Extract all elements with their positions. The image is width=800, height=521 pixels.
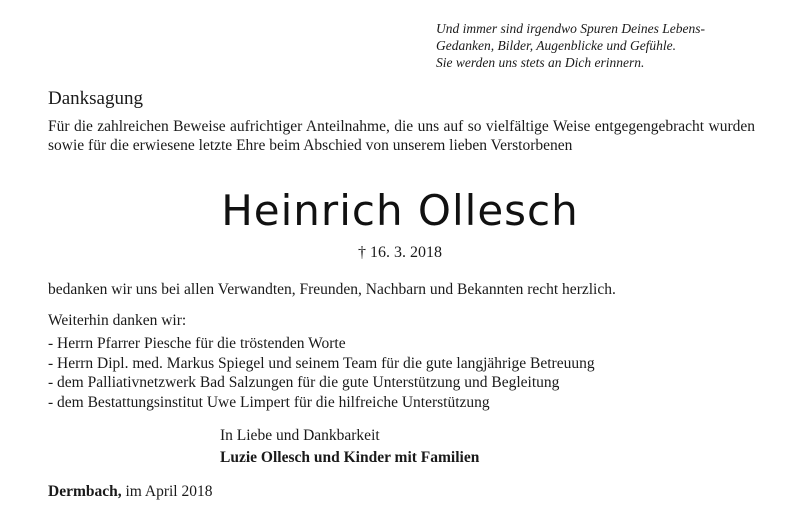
further-thanks-intro: Weiterhin danken wir: — [48, 312, 187, 329]
intro-paragraph: Für die zahlreichen Beweise aufrichtiger Anteilnahme, die uns auf so vielfältige Weise entgegengebracht wurden sowie für die erwiesene letzte Ehre beim Abschied von unserem lieben Verstorbenen — [48, 118, 755, 154]
place: Dermbach, — [48, 483, 122, 500]
quote-line: Und immer sind irgendwo Spuren Deines Lebens- — [436, 21, 705, 36]
deceased-name: Heinrich Ollesch — [221, 186, 579, 235]
list-item: - Herrn Pfarrer Piesche für die tröstenden Worte — [48, 335, 346, 352]
page-title: Danksagung — [48, 88, 143, 109]
signature: Luzie Ollesch und Kinder mit Familien — [220, 449, 480, 466]
list-item: - dem Bestattungsinstitut Uwe Limpert für die hilfreiche Unterstützung — [48, 393, 490, 411]
date: im April 2018 — [125, 483, 213, 500]
death-date: † 16. 3. 2018 — [358, 244, 442, 261]
list-item: - dem Palliativnetzwerk Bad Salzungen für die gute Unterstützung und Begleitung — [48, 374, 560, 391]
place-date — [48, 482, 212, 502]
closing-phrase: In Liebe und Dankbarkeit — [220, 427, 380, 444]
thanks-paragraph: bedanken wir uns bei allen Verwandten, Freunden, Nachbarn und Bekannten recht herzlich. — [48, 281, 616, 298]
thanks-list — [48, 334, 595, 412]
epigraph-quote — [436, 20, 776, 71]
quote-line: Sie werden uns stets an Dich erinnern. — [436, 55, 645, 70]
quote-line: Gedanken, Bilder, Augenblicke und Gefühle. — [436, 38, 677, 53]
list-item: - Herrn Dipl. med. Markus Spiegel und seinem Team für die gute langjährige Betreuung — [48, 354, 595, 372]
